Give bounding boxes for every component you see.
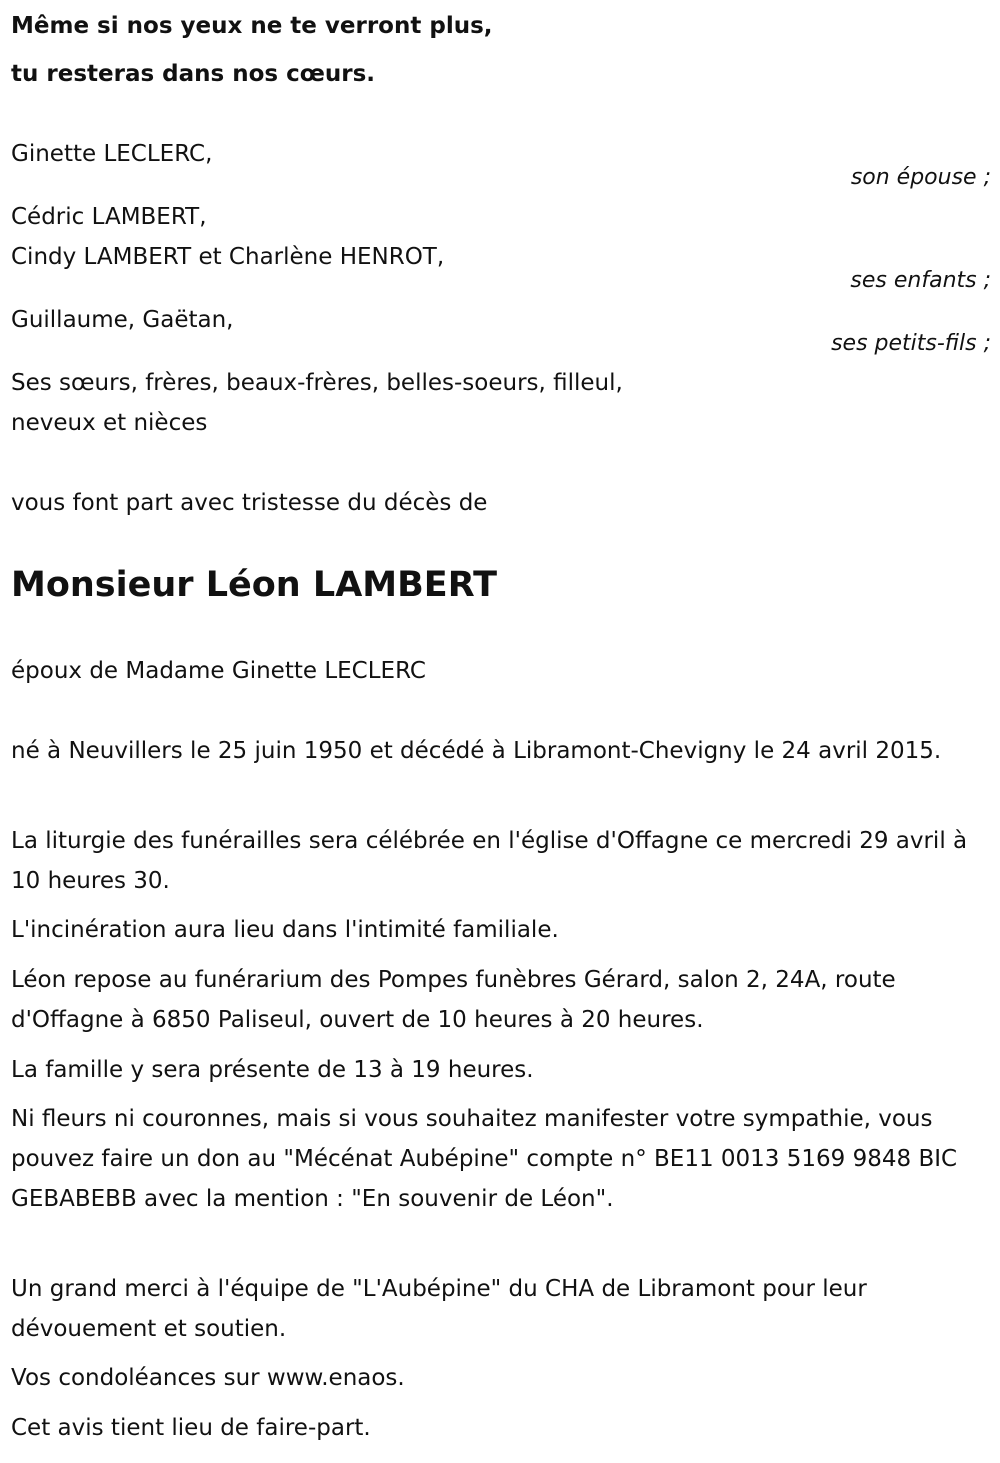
- children-role: ses enfants ;: [850, 268, 991, 293]
- child-name-1: Cédric LAMBERT,: [11, 204, 207, 230]
- deceased-name: Monsieur Léon LAMBERT: [11, 565, 497, 605]
- relatives-line-1: Ses sœurs, frères, beaux-frères, belles-soeurs, filleul,: [11, 370, 623, 396]
- funerarium-paragraph: Léon repose au funérarium des Pompes funèbres Gérard, salon 2, 24A, route d'Offagne à 6850 Paliseul, ouvert de 10 heures à 20 heures.: [11, 967, 896, 1033]
- spouse-role: son épouse ;: [850, 165, 991, 190]
- obituary-document: [11, 0, 991, 1463]
- family-present-paragraph: La famille y sera présente de 13 à 19 heures.: [11, 1057, 534, 1083]
- spouse-of-text: époux de Madame Ginette LECLERC: [11, 658, 426, 684]
- grandchildren-role: ses petits-fils ;: [831, 331, 991, 356]
- child-name-2: Cindy LAMBERT et Charlène HENROT,: [11, 244, 445, 270]
- relatives-line-2: neveux et nièces: [11, 410, 208, 436]
- verse-line-2: tu resteras dans nos cœurs.: [11, 61, 376, 87]
- thanks-paragraph: Un grand merci à l'équipe de "L'Aubépine" du CHA de Libramont pour leur dévouement et soutien.: [11, 1276, 867, 1342]
- announcement-text: vous font part avec tristesse du décès de: [11, 490, 488, 516]
- spouse-name: Ginette LECLERC,: [11, 141, 213, 167]
- grandchildren-names: Guillaume, Gaëtan,: [11, 307, 234, 333]
- cremation-paragraph: L'incinération aura lieu dans l'intimité familiale.: [11, 917, 559, 943]
- condolences-paragraph: Vos condoléances sur www.enaos.: [11, 1365, 405, 1391]
- liturgy-paragraph: La liturgie des funérailles sera célébrée en l'église d'Offagne ce mercredi 29 avril à 10 heures 30.: [11, 828, 968, 894]
- birth-death-paragraph: né à Neuvillers le 25 juin 1950 et décédé à Libramont-Chevigny le 24 avril 2015.: [11, 738, 942, 764]
- verse-line-1: Même si nos yeux ne te verront plus,: [11, 13, 493, 39]
- donation-paragraph: Ni fleurs ni couronnes, mais si vous souhaitez manifester votre sympathie, vous pouvez faire un don au "Mécénat Aubépine" compte n° BE11 0013 5169 9848 BIC GEBABEBB avec la mention : "En souvenir de Léon".: [11, 1106, 958, 1212]
- notice-paragraph: Cet avis tient lieu de faire-part.: [11, 1415, 371, 1441]
